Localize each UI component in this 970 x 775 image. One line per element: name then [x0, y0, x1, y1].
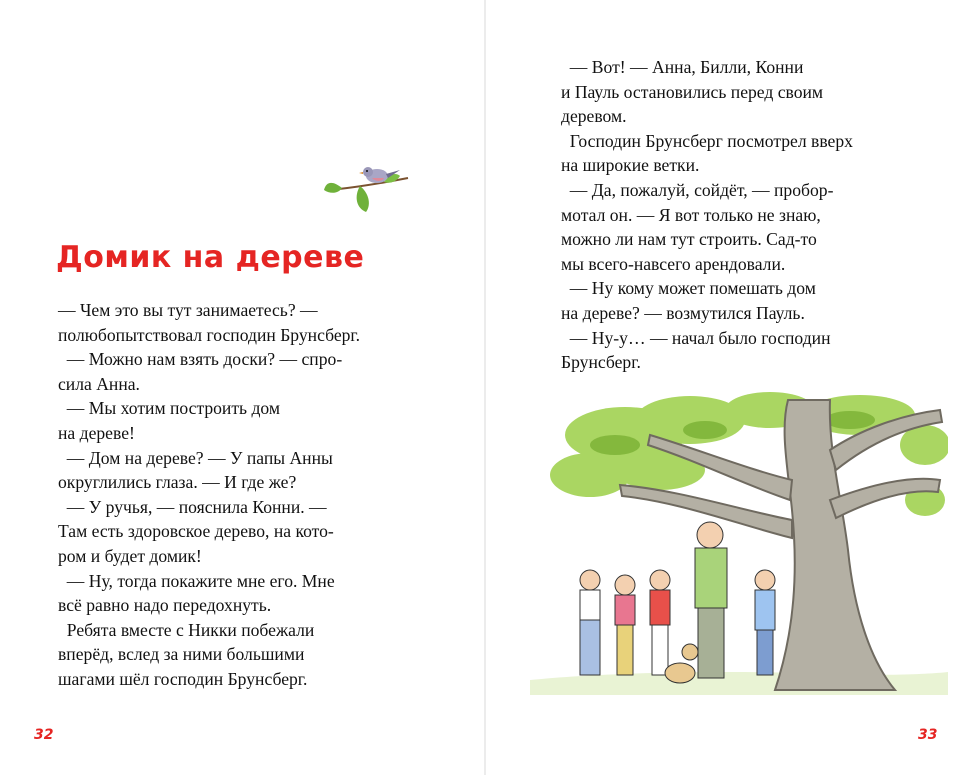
text-line: округлились глаза. — И где же? — [58, 472, 297, 493]
text-line: на дереве! — [58, 422, 135, 443]
text-line: Ребята вместе с Никки побежали — [58, 619, 315, 640]
chapter-title: Домик на дереве — [56, 240, 365, 275]
text-line: полюбопытствовал господин Брунсберг. — [58, 324, 361, 345]
text-line: шагами шёл господин Брунсберг. — [58, 668, 308, 689]
text-line: ром и будет домик! — [58, 545, 202, 566]
text-line: — Ну-у… — начал было господин — [561, 327, 831, 348]
text-line: и Пауль остановились перед своим — [561, 81, 824, 102]
text-line: мотал он. — Я вот только не знаю, — [561, 204, 821, 225]
right-page — [485, 0, 970, 775]
right-page-body — [561, 55, 891, 375]
text-line: на широкие ветки. — [561, 155, 700, 176]
text-line: Там есть здоровское дерево, на кото- — [58, 521, 334, 542]
text-line: — Мы хотим построить дом — [58, 398, 281, 419]
text-line: — Можно нам взять доски? — спро- — [58, 349, 343, 370]
text-line: — Да, пожалуй, сойдёт, — пробор- — [561, 179, 834, 200]
text-line: вперёд, вслед за ними большими — [58, 644, 305, 665]
bird-on-branch-illustration — [322, 160, 412, 220]
left-page-body — [58, 298, 403, 692]
text-line: — Чем это вы тут занимаетесь? — — [58, 300, 318, 320]
text-line: сила Анна. — [58, 373, 140, 394]
text-line: — Ну кому может помешать дом — [561, 278, 816, 299]
people-group — [580, 522, 775, 683]
text-line: Брунсберг. — [561, 352, 641, 373]
text-line: мы всего-навсего арендовали. — [561, 253, 786, 274]
text-line: — Вот! — Анна, Билли, Конни — [561, 57, 804, 77]
text-line: — Ну, тогда покажите мне его. Мне — [58, 570, 335, 591]
text-line: на дереве? — возмутился Пауль. — [561, 302, 805, 323]
text-line: — Дом на дереве? — У папы Анны — [58, 447, 333, 468]
tree-with-people-illustration — [530, 390, 948, 695]
text-line: Господин Брунсберг посмотрел вверх — [561, 130, 853, 151]
page-number-right: 33 — [918, 727, 938, 743]
text-line: деревом. — [561, 106, 627, 127]
text-line: — У ручья, — пояснила Конни. — — [58, 496, 327, 517]
text-line: всё равно надо передохнуть. — [58, 595, 272, 616]
page-number-left: 32 — [34, 727, 54, 743]
text-line: можно ли нам тут строить. Сад-то — [561, 229, 817, 250]
